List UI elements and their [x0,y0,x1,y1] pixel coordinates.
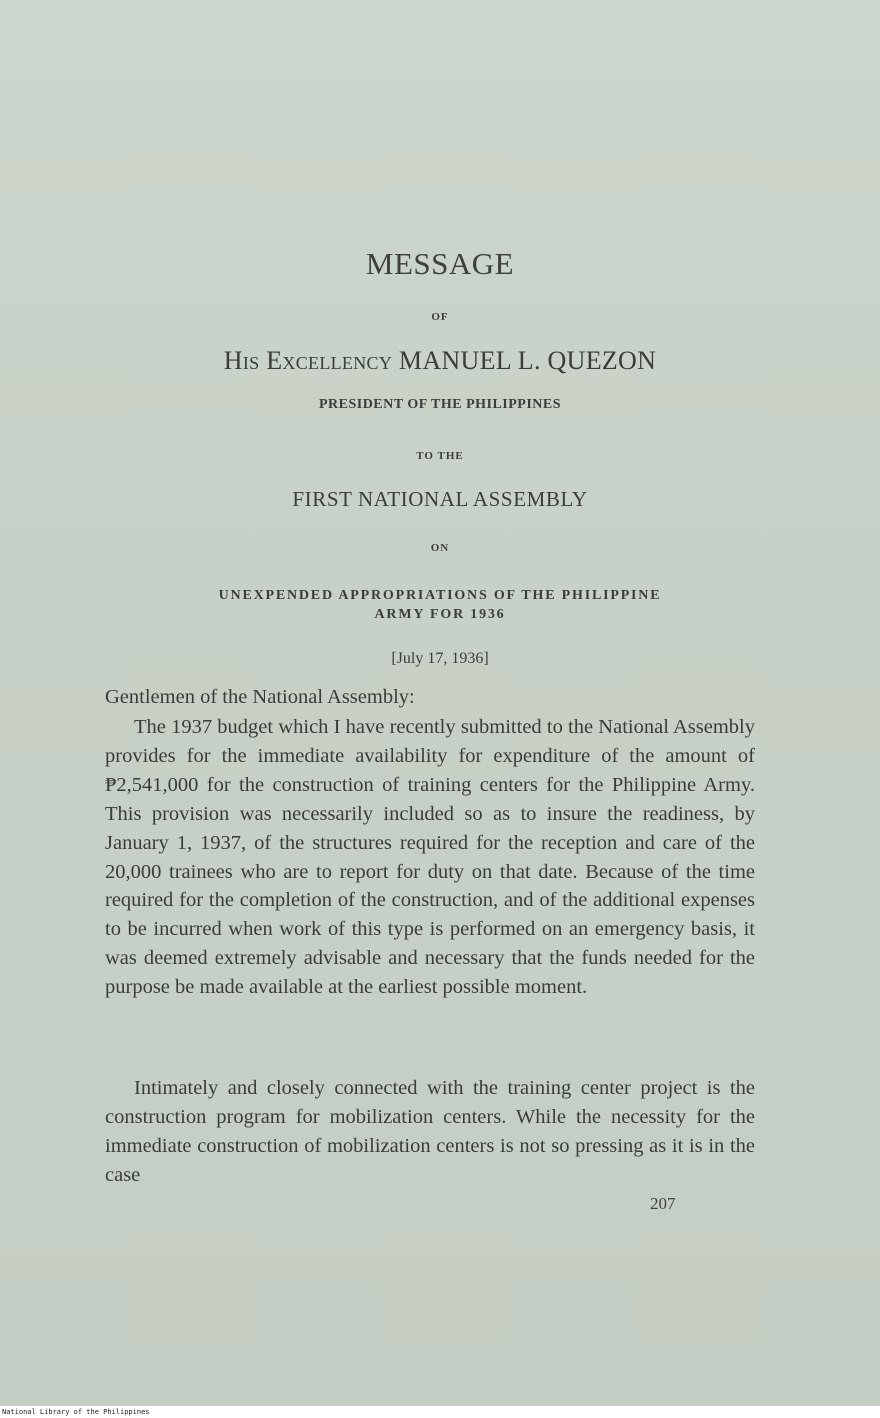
salutation: Gentlemen of the National Assembly: [105,686,415,708]
author-title: PRESIDENT OF THE PHILIPPINES [318,397,562,412]
page-number: 207 [650,1194,676,1213]
subject-line-2: ARMY FOR 1936 [374,607,506,622]
paragraph-2: Intimately and closely connected with the training center project is the construction program for mobilization centers. While the necessity for the immediate construction of mobilization centers is not so pressing as it is in the case [105,1077,755,1186]
document-title: MESSAGE [365,246,515,281]
subject-line-1: UNEXPENDED APPROPRIATIONS OF THE PHILIPPINE [218,588,662,603]
footer-credit: National Library of the Philippines [2,1408,150,1416]
author-line: His Excellency MANUEL L. QUEZON [223,346,657,375]
subject-heading [0,586,880,624]
message-date: [July 17, 1936] [391,650,489,667]
recipient-line: FIRST NATIONAL ASSEMBLY [292,487,588,511]
to-the-label: TO THE [416,450,464,462]
on-label: ON [430,542,450,554]
paragraph-1: The 1937 budget which I have recently submitted to the National Assembly provides for the immediate availability for expenditure of the amount of ₱2,541,000 for the construction of training centers for the Philippine Army. This provision was necessarily included so as to insure the readiness, by January 1, 1937, of the structures required for the reception and care of the 20,000 trainees who are to report for duty on that date. Because of the time required for the completion of the construction, and of the additional expenses to be incurred when work of this type is performed on an emergency basis, it was deemed extremely advisable and necessary that the funds needed for the purpose be made available at the earliest possible moment. [105,716,755,999]
of-label: OF [431,311,449,323]
